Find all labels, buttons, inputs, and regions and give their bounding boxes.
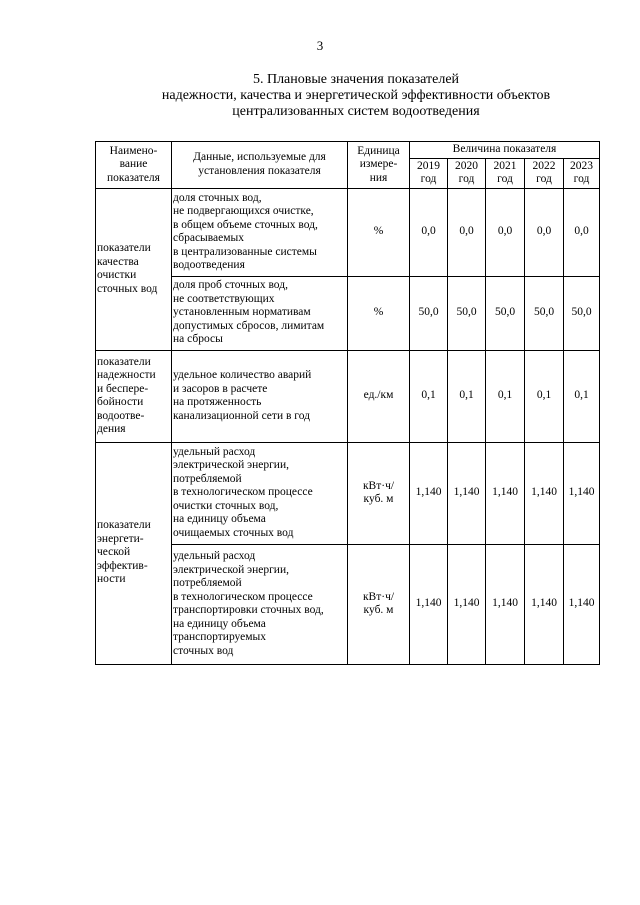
indicator-value: 0,1 bbox=[410, 350, 448, 442]
indicator-unit: кВт·ч/ куб. м bbox=[348, 442, 410, 544]
indicator-value: 0,1 bbox=[448, 350, 486, 442]
indicator-unit: % bbox=[348, 188, 410, 276]
header-year: 2019 год bbox=[410, 158, 448, 188]
indicator-data: удельное количество аварий и засоров в расчете на протяженность канализационной сети в год bbox=[172, 350, 348, 442]
indicator-value: 0,0 bbox=[448, 188, 486, 276]
indicator-unit: ед./км bbox=[348, 350, 410, 442]
indicator-data: доля сточных вод, не подвергающихся очистке, в общем объеме сточных вод, сбрасываемых в централизованные системы водоотведения bbox=[172, 188, 348, 276]
indicator-data: удельный расход электрической энергии, потребляемой в технологическом процессе очистки сточных вод, на единицу объема очищаемых сточных вод bbox=[172, 442, 348, 544]
indicator-value: 50,0 bbox=[410, 276, 448, 350]
heading-line-1: 5. Плановые значения показателей bbox=[252, 72, 460, 87]
indicator-value: 1,140 bbox=[486, 544, 525, 664]
indicator-value: 1,140 bbox=[410, 442, 448, 544]
header-unit: Единица измере- ния bbox=[348, 142, 410, 189]
header-year: 2023 год bbox=[564, 158, 600, 188]
indicator-data: доля проб сточных вод, не соответствующих установленным нормативам допустимых сбросов, лимитам на сбросы bbox=[172, 276, 348, 350]
indicators-table bbox=[95, 141, 600, 665]
table-row bbox=[96, 544, 600, 664]
indicator-value: 0,1 bbox=[525, 350, 564, 442]
indicator-value: 1,140 bbox=[486, 442, 525, 544]
indicator-value: 1,140 bbox=[525, 442, 564, 544]
indicator-value: 50,0 bbox=[564, 276, 600, 350]
indicator-value: 0,1 bbox=[564, 350, 600, 442]
indicator-value: 1,140 bbox=[525, 544, 564, 664]
indicator-value: 50,0 bbox=[486, 276, 525, 350]
header-row-1 bbox=[96, 142, 600, 159]
table-row bbox=[96, 442, 600, 544]
heading-line-2: надежности, качества и энергетической эффективности объектов bbox=[161, 88, 551, 103]
indicator-value: 1,140 bbox=[448, 442, 486, 544]
indicator-value: 0,0 bbox=[410, 188, 448, 276]
indicator-value: 50,0 bbox=[448, 276, 486, 350]
header-year: 2020 год bbox=[448, 158, 486, 188]
indicator-value: 0,1 bbox=[486, 350, 525, 442]
header-year: 2021 год bbox=[486, 158, 525, 188]
header-values-group: Величина показателя bbox=[410, 142, 600, 159]
indicator-data: удельный расход электрической энергии, потребляемой в технологическом процессе транспортировки сточных вод, на единицу объема транспортируемых сточных вод bbox=[172, 544, 348, 664]
table-row bbox=[96, 276, 600, 350]
indicator-value: 1,140 bbox=[564, 544, 600, 664]
header-data: Данные, используемые для установления показателя bbox=[172, 142, 348, 189]
indicator-value: 1,140 bbox=[410, 544, 448, 664]
group-name: показатели энергети- ческой эффектив- ности bbox=[96, 442, 172, 664]
table-row bbox=[96, 188, 600, 276]
table-row bbox=[96, 350, 600, 442]
group-name: показатели качества очистки сточных вод bbox=[96, 188, 172, 350]
document-heading bbox=[96, 72, 616, 120]
indicator-unit: % bbox=[348, 276, 410, 350]
header-year: 2022 год bbox=[525, 158, 564, 188]
header-name: Наимено- вание показателя bbox=[96, 142, 172, 189]
indicator-value: 0,0 bbox=[525, 188, 564, 276]
group-name: показатели надежности и беспере- бойности водоотве- дения bbox=[96, 350, 172, 442]
indicator-value: 1,140 bbox=[448, 544, 486, 664]
indicator-value: 0,0 bbox=[486, 188, 525, 276]
indicator-value: 1,140 bbox=[564, 442, 600, 544]
indicator-unit: кВт·ч/ куб. м bbox=[348, 544, 410, 664]
page-number: 3 bbox=[316, 38, 324, 53]
indicator-value: 50,0 bbox=[525, 276, 564, 350]
indicator-value: 0,0 bbox=[564, 188, 600, 276]
heading-line-3: централизованных систем водоотведения bbox=[232, 104, 480, 119]
